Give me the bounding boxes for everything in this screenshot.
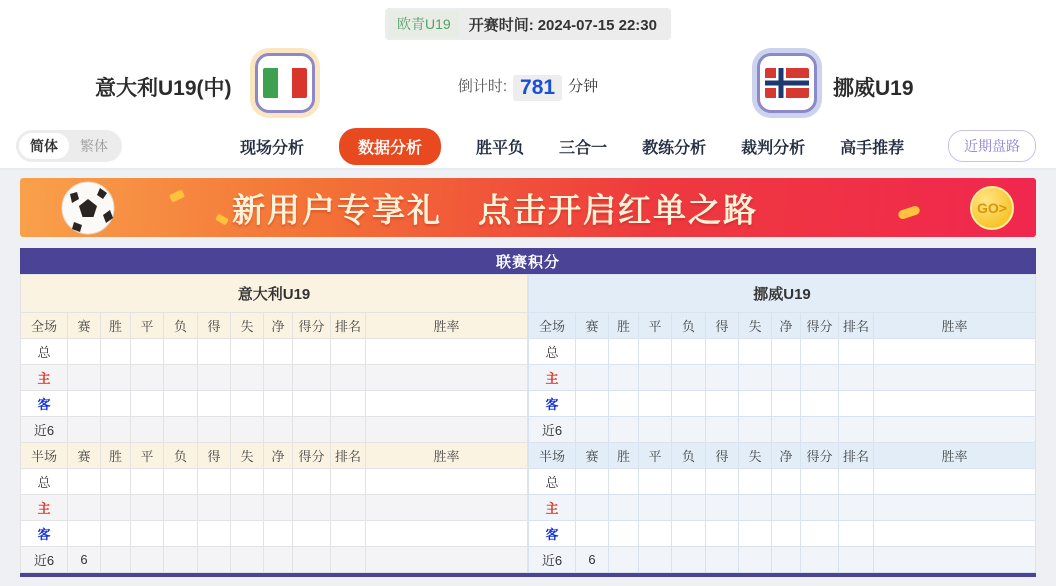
table-cell: [101, 365, 131, 391]
table-cell: [68, 339, 101, 365]
nav-bar: [0, 124, 1056, 168]
standings-table-away: [528, 274, 1036, 573]
table-cell: [164, 365, 198, 391]
table-cell: [198, 495, 231, 521]
table-cell: [672, 521, 706, 547]
column-header: 胜: [101, 443, 131, 469]
kickoff-bar: [385, 8, 671, 40]
table-cell: [801, 365, 839, 391]
table-cell: [772, 417, 801, 443]
table-cell: [101, 339, 131, 365]
table-cell: [293, 469, 331, 495]
match-header: [0, 0, 1056, 170]
table-cell: [101, 495, 131, 521]
table-cell: [264, 339, 293, 365]
table-row: [21, 495, 528, 521]
table-cell: [874, 365, 1036, 391]
table-cell: [231, 521, 264, 547]
table-cell: [609, 391, 639, 417]
column-header: 失: [231, 443, 264, 469]
nav-tabs: [240, 128, 904, 165]
column-header: 赛: [576, 443, 609, 469]
table-row: [529, 339, 1036, 365]
table-cell: [801, 469, 839, 495]
table-cell: [609, 547, 639, 573]
column-header: 赛: [68, 443, 101, 469]
standings-tables: [20, 274, 1036, 573]
table-cell: [576, 339, 609, 365]
table-cell: [198, 339, 231, 365]
table-row: [21, 417, 528, 443]
row-label: 近6: [529, 547, 576, 573]
column-header: 得: [706, 443, 739, 469]
table-cell: [739, 339, 772, 365]
column-header: 胜率: [874, 443, 1036, 469]
column-header-row: [529, 313, 1036, 339]
table-cell: [231, 391, 264, 417]
home-standings-panel: [20, 274, 528, 573]
table-row: [529, 547, 1036, 573]
table-cell: [101, 547, 131, 573]
table-cell: [131, 547, 164, 573]
table-cell: [131, 469, 164, 495]
table-cell: [68, 417, 101, 443]
table-cell: [198, 391, 231, 417]
table-cell: [801, 417, 839, 443]
row-label: 主: [21, 495, 68, 521]
table-cell: [366, 495, 528, 521]
table-cell: [198, 365, 231, 391]
column-header-row: [21, 443, 528, 469]
table-cell: [839, 365, 874, 391]
tab-expert-picks[interactable]: 高手推荐: [840, 139, 905, 157]
kickoff-value: 2024-07-15 22:30: [537, 16, 657, 34]
table-cell: [706, 521, 739, 547]
table-cell: [639, 391, 672, 417]
table-cell: [639, 469, 672, 495]
column-header: 负: [672, 313, 706, 339]
table-cell: [739, 391, 772, 417]
table-cell: [706, 547, 739, 573]
column-header: 负: [672, 443, 706, 469]
tab-coach-analysis[interactable]: 教练分析: [642, 139, 707, 157]
soccer-ball-icon: [60, 180, 116, 237]
table-cell: [639, 417, 672, 443]
column-header: 得分: [293, 313, 331, 339]
table-row: [21, 469, 528, 495]
lang-traditional[interactable]: 繁体: [80, 138, 108, 154]
table-cell: [131, 391, 164, 417]
column-header: 得: [706, 313, 739, 339]
confetti-decoration: [897, 205, 921, 220]
go-button[interactable]: GO>: [970, 186, 1014, 230]
countdown-value: 781: [513, 75, 562, 101]
table-cell: [801, 547, 839, 573]
table-cell: [331, 521, 366, 547]
column-header: 赛: [576, 313, 609, 339]
table-cell: [609, 365, 639, 391]
table-cell: [609, 417, 639, 443]
table-cell: [68, 365, 101, 391]
table-cell: [164, 469, 198, 495]
table-cell: [706, 469, 739, 495]
column-header-row: [529, 443, 1036, 469]
column-header: 排名: [839, 443, 874, 469]
table-cell: [706, 495, 739, 521]
table-cell: [576, 365, 609, 391]
banner-text: [232, 184, 758, 231]
kickoff-time: [469, 14, 657, 35]
table-cell: [839, 521, 874, 547]
table-cell: [131, 417, 164, 443]
tab-data-analysis[interactable]: 数据分析: [339, 128, 441, 165]
table-row: [529, 365, 1036, 391]
table-cell: [198, 521, 231, 547]
column-header: 胜: [609, 313, 639, 339]
table-cell: [331, 469, 366, 495]
table-cell: [131, 495, 164, 521]
column-header: 得: [198, 313, 231, 339]
home-team-name: 意大利U19(中): [95, 77, 232, 100]
promo-banner[interactable]: [20, 178, 1036, 237]
column-header: 平: [639, 313, 672, 339]
table-cell: [874, 469, 1036, 495]
table-cell: [231, 339, 264, 365]
row-label: 客: [21, 521, 68, 547]
column-header: 得分: [801, 443, 839, 469]
column-header: 失: [739, 443, 772, 469]
table-cell: [739, 521, 772, 547]
column-header: 排名: [331, 443, 366, 469]
confetti-decoration: [215, 213, 229, 225]
table-cell: [801, 495, 839, 521]
table-cell: [293, 365, 331, 391]
tab-three-in-one[interactable]: 三合一: [559, 139, 608, 157]
table-cell: [576, 391, 609, 417]
lang-simplified[interactable]: 简体: [19, 133, 69, 159]
countdown-unit: 分钟: [568, 78, 599, 95]
table-cell: [366, 339, 528, 365]
table-cell: [772, 339, 801, 365]
row-label: 总: [21, 339, 68, 365]
table-cell: [874, 417, 1036, 443]
standings-table-home: [20, 274, 528, 573]
column-header: 半场: [529, 443, 576, 469]
table-cell: [293, 339, 331, 365]
column-header: 得: [198, 443, 231, 469]
column-header: 胜率: [874, 313, 1036, 339]
banner-text-2: 点击开启红单之路: [478, 191, 758, 228]
table-cell: [331, 339, 366, 365]
column-header: 失: [231, 313, 264, 339]
table-cell: [264, 391, 293, 417]
table-cell: [264, 469, 293, 495]
row-label: 主: [529, 495, 576, 521]
column-header: 平: [639, 443, 672, 469]
table-cell: [131, 339, 164, 365]
table-cell: [331, 417, 366, 443]
table-cell: [874, 495, 1036, 521]
table-cell: [164, 521, 198, 547]
table-cell: [839, 469, 874, 495]
column-header: 净: [264, 443, 293, 469]
table-row: [21, 339, 528, 365]
table-cell: [801, 391, 839, 417]
table-cell: [639, 521, 672, 547]
table-row: [529, 391, 1036, 417]
column-header: 得分: [801, 313, 839, 339]
table-cell: [264, 417, 293, 443]
table-cell: [672, 417, 706, 443]
table-cell: [198, 547, 231, 573]
table-cell: [198, 469, 231, 495]
page-content: [0, 170, 1056, 577]
table-cell: [331, 391, 366, 417]
table-cell: [293, 391, 331, 417]
kickoff-label: 开赛时间:: [468, 16, 534, 34]
table-cell: [293, 521, 331, 547]
away-team-name: 挪威U19: [833, 77, 914, 100]
table-cell: [231, 365, 264, 391]
table-cell: [706, 339, 739, 365]
table-cell: [639, 495, 672, 521]
tab-win-draw-lose[interactable]: 胜平负: [476, 139, 525, 157]
table-cell: [839, 391, 874, 417]
column-header: 赛: [68, 313, 101, 339]
table-cell: [772, 365, 801, 391]
table-cell: [801, 521, 839, 547]
table-cell: [576, 521, 609, 547]
table-cell: [164, 417, 198, 443]
table-cell: [68, 521, 101, 547]
table-cell: [331, 365, 366, 391]
row-label: 总: [21, 469, 68, 495]
next-section-header-edge: [20, 573, 1036, 577]
norway-flag-icon: [765, 68, 809, 98]
table-cell: [576, 495, 609, 521]
table-cell: [672, 495, 706, 521]
table-cell: [231, 495, 264, 521]
table-cell: [131, 365, 164, 391]
column-header: 得分: [293, 443, 331, 469]
table-cell: 6: [576, 547, 609, 573]
row-label: 总: [529, 469, 576, 495]
table-cell: [839, 547, 874, 573]
column-header: 胜率: [366, 443, 528, 469]
table-cell: [772, 547, 801, 573]
tab-live-analysis[interactable]: 现场分析: [240, 139, 305, 157]
table-cell: [101, 469, 131, 495]
column-header: 全场: [529, 313, 576, 339]
table-cell: [672, 547, 706, 573]
table-cell: [639, 365, 672, 391]
row-label: 客: [529, 391, 576, 417]
row-label: 客: [529, 521, 576, 547]
row-label: 近6: [21, 417, 68, 443]
table-cell: [739, 495, 772, 521]
table-cell: [101, 391, 131, 417]
column-header: 平: [131, 313, 164, 339]
row-label: 总: [529, 339, 576, 365]
table-cell: [672, 469, 706, 495]
table-cell: [576, 469, 609, 495]
table-row: [529, 417, 1036, 443]
table-cell: [874, 391, 1036, 417]
table-cell: [101, 417, 131, 443]
table-row: [529, 521, 1036, 547]
table-cell: [706, 365, 739, 391]
column-header: 负: [164, 313, 198, 339]
table-cell: [772, 391, 801, 417]
row-label: 客: [21, 391, 68, 417]
table-cell: [739, 417, 772, 443]
column-header: 负: [164, 443, 198, 469]
column-header: 半场: [21, 443, 68, 469]
table-cell: [264, 495, 293, 521]
tab-referee-analysis[interactable]: 裁判分析: [741, 139, 806, 157]
table-row: [21, 391, 528, 417]
table-row: [21, 547, 528, 573]
column-header: 胜: [609, 443, 639, 469]
column-header: 净: [264, 313, 293, 339]
away-standings-panel: [528, 274, 1036, 573]
recent-odds-button[interactable]: 近期盘路: [948, 130, 1036, 162]
table-cell: [772, 469, 801, 495]
table-cell: [131, 521, 164, 547]
table-cell: [264, 365, 293, 391]
table-cell: [874, 521, 1036, 547]
table-cell: [839, 339, 874, 365]
league-standings-section: [20, 248, 1036, 577]
table-cell: [101, 521, 131, 547]
row-label: 主: [21, 365, 68, 391]
column-header: 净: [772, 313, 801, 339]
table-cell: [366, 391, 528, 417]
table-cell: [164, 339, 198, 365]
table-cell: [164, 547, 198, 573]
table-cell: [576, 417, 609, 443]
column-header: 全场: [21, 313, 68, 339]
table-cell: [164, 495, 198, 521]
column-header: 排名: [331, 313, 366, 339]
language-toggle[interactable]: [16, 130, 122, 162]
table-cell: [366, 365, 528, 391]
column-header: 排名: [839, 313, 874, 339]
column-header-row: [21, 313, 528, 339]
column-header: 净: [772, 443, 801, 469]
column-header: 平: [131, 443, 164, 469]
table-cell: [874, 547, 1036, 573]
table-cell: [801, 339, 839, 365]
table-row: [529, 469, 1036, 495]
table-cell: [331, 495, 366, 521]
table-cell: [672, 391, 706, 417]
table-cell: [772, 521, 801, 547]
table-cell: [293, 495, 331, 521]
table-cell: [366, 547, 528, 573]
table-row: [21, 521, 528, 547]
away-team-flag: [757, 53, 817, 113]
table-cell: [331, 547, 366, 573]
table-cell: [739, 469, 772, 495]
table-cell: [198, 417, 231, 443]
banner-text-1: 新用户专享礼: [232, 191, 442, 228]
table-cell: [739, 365, 772, 391]
table-cell: [609, 469, 639, 495]
table-cell: [609, 521, 639, 547]
table-row: [21, 365, 528, 391]
row-label: 主: [529, 365, 576, 391]
column-header: 失: [739, 313, 772, 339]
table-cell: [231, 417, 264, 443]
team-header-row: [529, 275, 1036, 313]
table-cell: [366, 521, 528, 547]
team-header-row: [21, 275, 528, 313]
table-cell: [839, 495, 874, 521]
table-cell: [739, 547, 772, 573]
league-badge[interactable]: 欧青U19: [389, 11, 459, 37]
table-cell: [231, 547, 264, 573]
table-cell: 6: [68, 547, 101, 573]
row-label: 近6: [529, 417, 576, 443]
table-cell: [639, 339, 672, 365]
table-cell: [231, 469, 264, 495]
team-name: 意大利U19: [21, 275, 528, 313]
column-header: 胜: [101, 313, 131, 339]
table-cell: [68, 469, 101, 495]
confetti-decoration: [169, 189, 185, 202]
table-cell: [68, 391, 101, 417]
table-cell: [672, 339, 706, 365]
table-cell: [293, 547, 331, 573]
table-cell: [366, 417, 528, 443]
table-cell: [609, 495, 639, 521]
table-cell: [609, 339, 639, 365]
countdown-label: 倒计时:: [457, 78, 508, 95]
table-cell: [839, 417, 874, 443]
table-cell: [706, 417, 739, 443]
table-cell: [706, 391, 739, 417]
table-cell: [772, 495, 801, 521]
table-cell: [639, 547, 672, 573]
table-cell: [264, 547, 293, 573]
standings-title: 联赛积分: [20, 248, 1036, 274]
table-cell: [874, 339, 1036, 365]
table-cell: [672, 365, 706, 391]
table-cell: [366, 469, 528, 495]
table-cell: [264, 521, 293, 547]
team-name: 挪威U19: [529, 275, 1036, 313]
table-cell: [164, 391, 198, 417]
row-label: 近6: [21, 547, 68, 573]
table-row: [529, 495, 1036, 521]
table-cell: [68, 495, 101, 521]
table-cell: [293, 417, 331, 443]
column-header: 胜率: [366, 313, 528, 339]
